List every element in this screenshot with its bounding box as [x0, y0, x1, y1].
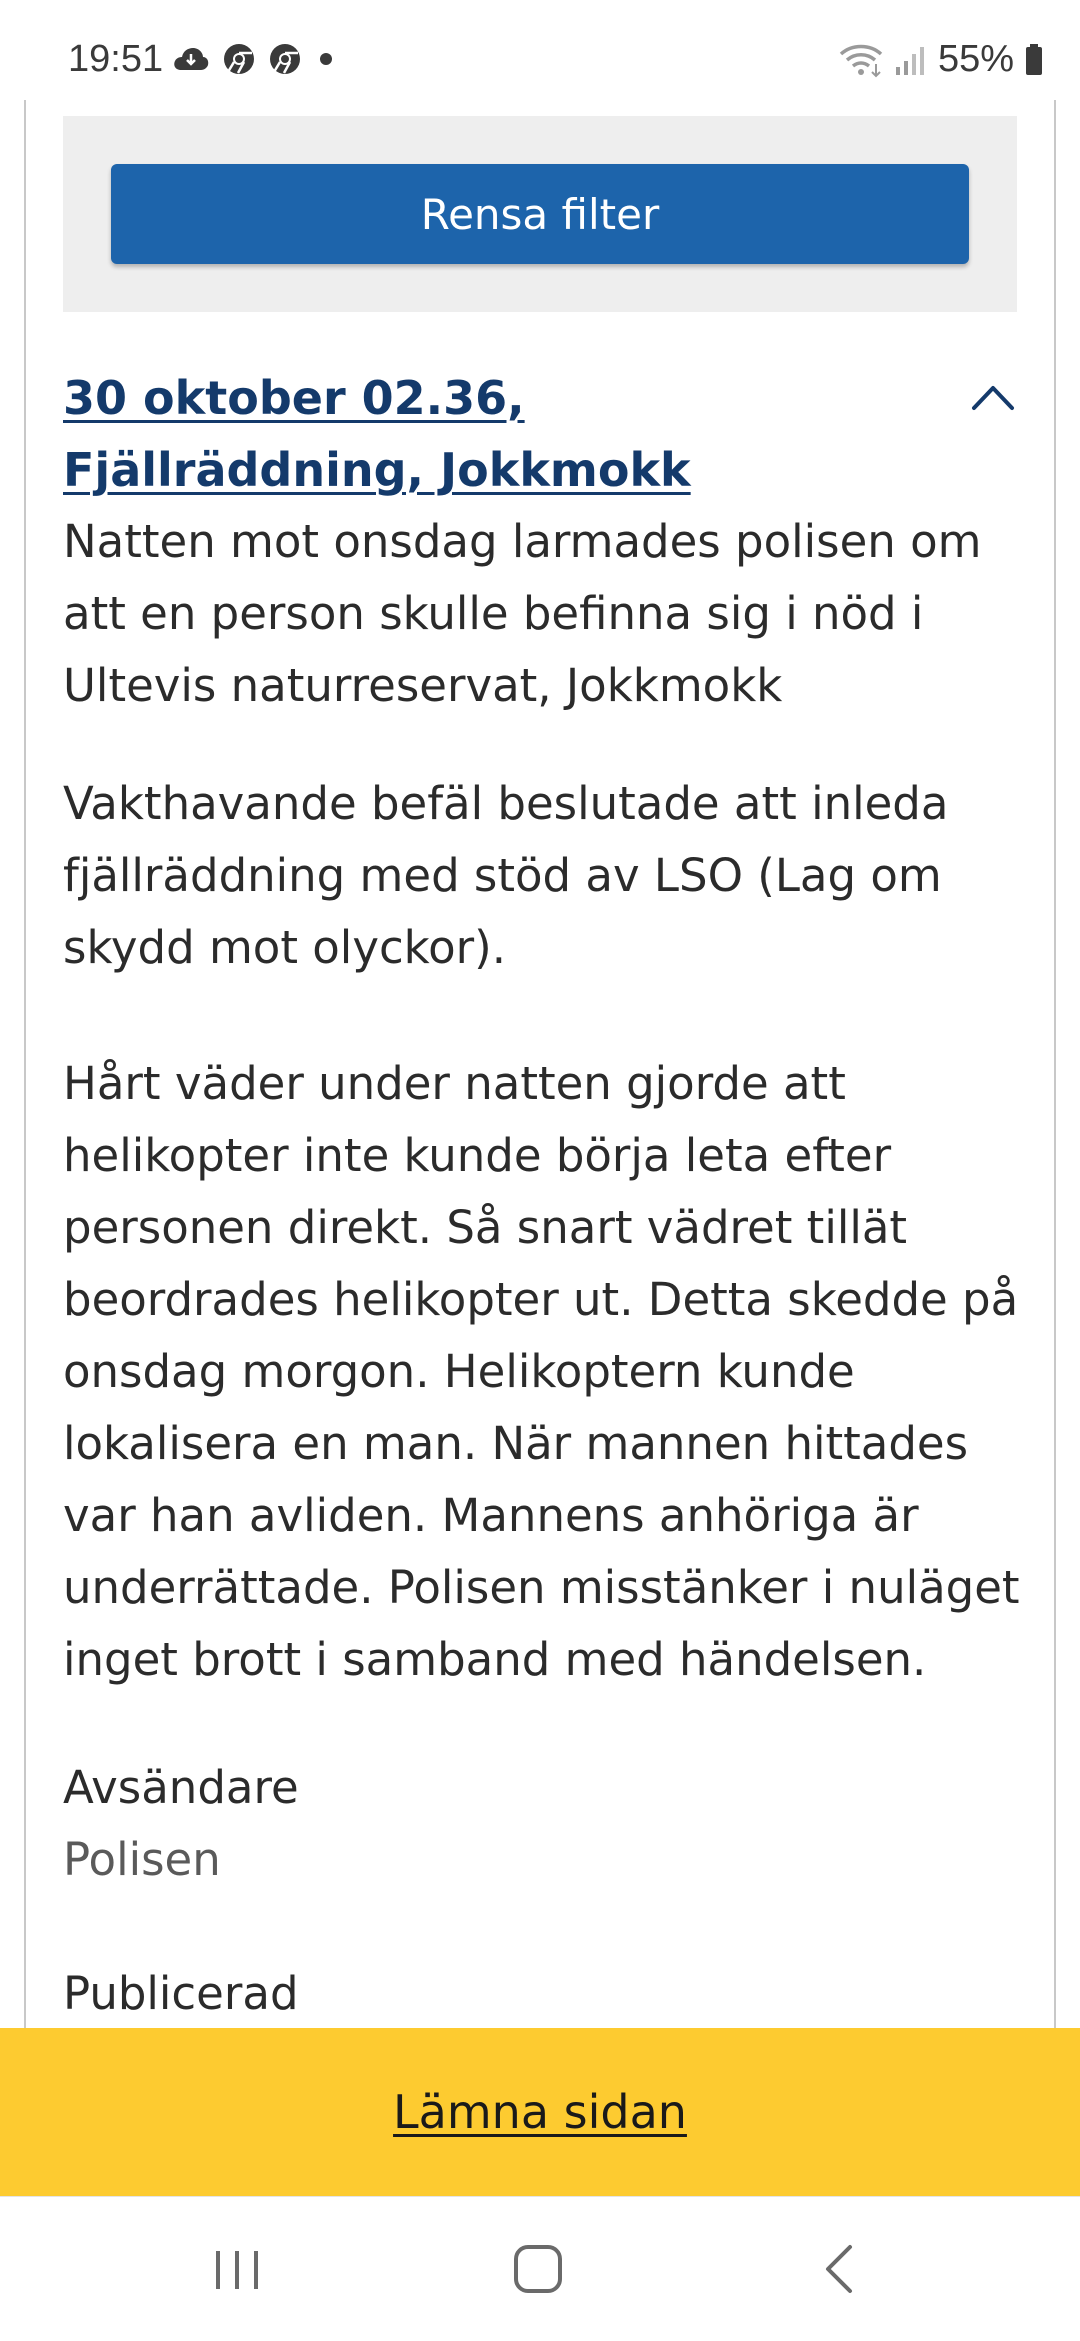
status-time: 19:51 [68, 38, 164, 80]
event-paragraph-2: Vakthavande befäl beslutade att inleda fjällräddning med stöd av LSO (Lag om skydd mot olyckor). [63, 777, 949, 974]
chrome-icon [268, 42, 302, 76]
content-right-border [1054, 100, 1056, 2030]
leave-page-banner [0, 2028, 1080, 2196]
battery-percentage: 55% [937, 38, 1014, 80]
status-icons-right [838, 38, 1044, 81]
event-paragraph-1: Natten mot onsdag larmades polisen om att en person skulle befinna sig i nöd i Ultevis naturreservat, Jokkmokk [63, 515, 982, 712]
chevron-up-icon[interactable] [970, 378, 1016, 414]
battery-icon [1024, 43, 1044, 77]
dot-icon [314, 47, 338, 71]
sender-value: Polisen [63, 1833, 221, 1886]
event-paragraph-3: Hårt väder under natten gjorde att helikopter inte kunde börja leta efter personen direkt. Så snart vädret tillät beordrades helikopter ut. Detta skedde på onsdag morgon. Helikoptern kunde lokalisera en man. När mannen hittades var han avliden. Mannens anhöriga är underrättade. Polisen misstänker i nuläget inget brott i samband med händelsen. [63, 1057, 1020, 1686]
cloud-icon [172, 44, 210, 74]
home-icon[interactable] [512, 2243, 564, 2295]
wifi-icon [838, 42, 884, 78]
back-icon[interactable] [820, 2243, 860, 2295]
signal-icon [894, 43, 928, 77]
published-label: Publicerad [63, 1967, 299, 2020]
main-content[interactable] [0, 100, 1080, 2030]
content-left-border [24, 100, 26, 2030]
filter-panel [63, 116, 1017, 312]
leave-page-link[interactable]: Lämna sidan [393, 2085, 687, 2139]
status-bar [0, 0, 1080, 100]
clear-filter-button[interactable]: Rensa filter [111, 164, 969, 264]
system-navigation-bar [0, 2196, 1080, 2341]
recent-apps-icon[interactable] [212, 2247, 262, 2293]
status-icons-left [172, 42, 338, 76]
sender-label: Avsändare [63, 1761, 299, 1814]
chrome-icon [222, 42, 256, 76]
event-title-link[interactable]: 30 oktober 02.36, Fjällräddning, Jokkmokk [63, 371, 691, 497]
